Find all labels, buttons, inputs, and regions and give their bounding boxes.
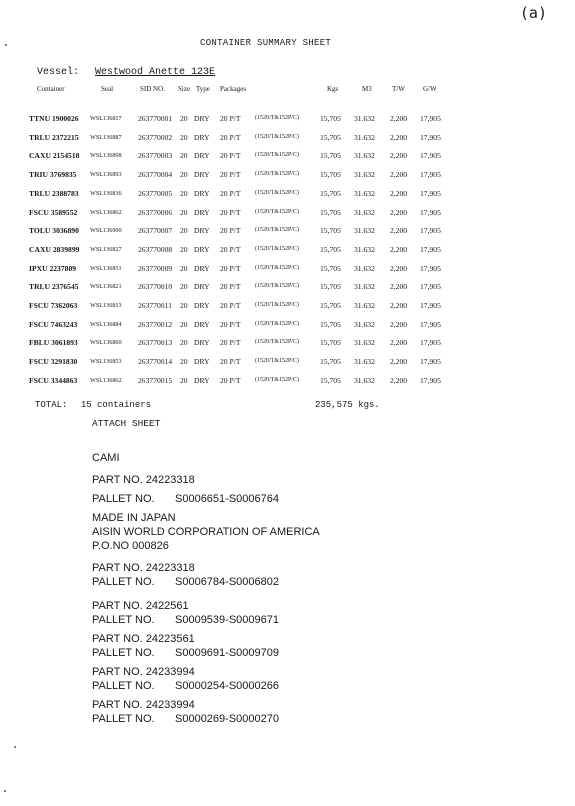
cell-pkg: 20 P/T (220, 375, 241, 385)
cell-container: TTNU 1900026 (29, 114, 79, 123)
cell-seal: WSL136821 (90, 283, 122, 291)
total-label: TOTAL: (35, 400, 68, 410)
cell-kgs: 15,705 (320, 170, 341, 180)
cell-desc: (1520/T&152P/C) (255, 115, 300, 121)
pallet-label: PALLET NO. (92, 647, 155, 659)
header-container: Container (37, 85, 65, 93)
cell-gw: 17,905 (420, 338, 441, 348)
cell-tw: 2,200 (390, 263, 408, 273)
cell-gw: 17,905 (420, 226, 441, 236)
cell-kgs: 15,705 (320, 132, 341, 142)
cell-gw: 17,905 (420, 263, 441, 273)
cell-desc: (1520/T&152P/C) (255, 133, 300, 140)
cell-kgs: 15,705 (320, 282, 341, 292)
cell-container: CAXU 2154518 (29, 151, 80, 161)
cell-container: TOLU 3036890 (29, 226, 79, 236)
cell-seal: WSL136827 (90, 245, 122, 253)
cell-size: 20 (180, 244, 188, 254)
cell-sid: 263770004 (138, 170, 173, 180)
cell-container: IPXU 2237809 (29, 263, 77, 273)
cell-desc: (1520/T&152P/C) (255, 320, 300, 327)
cell-seal: WSL136900 (90, 227, 122, 235)
pallet-line (92, 712, 279, 726)
cell-sid: 263770002 (138, 132, 173, 142)
cell-seal: WSL136893 (90, 171, 122, 179)
cell-sid: 263770001 (138, 114, 173, 123)
pallet-range: S0006651-S0006764 (175, 493, 279, 505)
cell-tw: 2,200 (390, 114, 408, 123)
cell-gw: 17,905 (420, 114, 441, 123)
cell-gw: 17,905 (420, 132, 441, 142)
part-number: 2422561 (145, 600, 189, 612)
part-line (92, 473, 320, 487)
cell-tw: 2,200 (390, 375, 408, 385)
pallet-line (92, 613, 279, 627)
cell-seal: WSL136887 (90, 133, 122, 141)
cell-m3: 31.632 (354, 375, 375, 385)
cell-pkg: 20 P/T (220, 207, 241, 217)
cell-kgs: 15,705 (320, 301, 341, 310)
part-label: PART NO. (92, 666, 143, 678)
cell-tw: 2,200 (390, 207, 408, 217)
part-number: 24233994 (145, 699, 195, 711)
cell-size: 20 (180, 263, 188, 273)
pallet-label: PALLET NO. (92, 576, 155, 588)
cell-size: 20 (180, 207, 188, 217)
cell-desc: (1520/T&152P/C) (255, 358, 300, 365)
cell-type: DRY (194, 338, 210, 348)
scan-speck (4, 790, 6, 792)
header-packages: Packages (220, 85, 247, 93)
cell-tw: 2,200 (390, 319, 408, 329)
cell-kgs: 15,705 (320, 338, 341, 348)
cell-type: DRY (194, 244, 210, 254)
cell-type: DRY (194, 151, 210, 161)
cell-container: FSCU 7362063 (29, 301, 78, 310)
header-tw: T/W (392, 85, 405, 93)
cell-pkg: 20 P/T (220, 151, 241, 161)
cell-m3: 31.632 (354, 357, 375, 367)
cell-seal: WSL136862 (90, 208, 122, 216)
cell-container: FSCU 3344863 (29, 375, 78, 385)
cell-size: 20 (180, 282, 188, 292)
cell-m3: 31.632 (354, 301, 375, 310)
cell-kgs: 15,705 (320, 244, 341, 254)
pallet-line (92, 646, 279, 660)
cell-seal: WSL136862 (90, 376, 122, 384)
cell-kgs: 15,705 (320, 375, 341, 385)
cell-desc: (1520/T&152P/C) (255, 283, 300, 290)
cell-size: 20 (180, 338, 188, 348)
cell-pkg: 20 P/T (220, 170, 241, 180)
part-block (92, 561, 279, 589)
cell-pkg: 20 P/T (220, 114, 241, 123)
cell-kgs: 15,705 (320, 226, 341, 236)
cell-tw: 2,200 (390, 132, 408, 142)
cell-container: TRIU 3769835 (29, 170, 77, 180)
part-number: 24223318 (145, 562, 195, 574)
part-label: PART NO. (92, 699, 143, 711)
total-line (35, 400, 380, 410)
part-label: PART NO. (92, 474, 143, 486)
cell-container: CAXU 2839899 (29, 244, 80, 254)
cell-gw: 17,905 (420, 282, 441, 292)
part-block (92, 698, 279, 726)
cell-pkg: 20 P/T (220, 319, 241, 329)
cell-sid: 263770012 (138, 319, 173, 329)
cell-gw: 17,905 (420, 151, 441, 161)
cell-pkg: 20 P/T (220, 263, 241, 273)
cell-m3: 31.632 (354, 244, 375, 254)
cell-gw: 17,905 (420, 375, 441, 385)
cell-kgs: 15,705 (320, 357, 341, 367)
cell-desc: (1520/T&152P/C) (255, 227, 300, 234)
cell-type: DRY (194, 357, 210, 367)
cell-gw: 17,905 (420, 357, 441, 367)
cell-pkg: 20 P/T (220, 226, 241, 236)
cell-seal: WSL136884 (90, 320, 122, 328)
header-size: Size (178, 85, 191, 93)
attach-sheet-heading: ATTACH SHEET (92, 418, 161, 429)
header-sid: SID NO. (140, 85, 165, 93)
cell-sid: 263770003 (138, 151, 173, 161)
cell-tw: 2,200 (390, 301, 408, 310)
cell-sid: 263770005 (138, 188, 173, 198)
cell-size: 20 (180, 114, 188, 123)
cell-container: FBLU 3061893 (29, 338, 78, 348)
cell-kgs: 15,705 (320, 319, 341, 329)
cell-kgs: 15,705 (320, 151, 341, 161)
cell-seal: WSL136860 (90, 339, 122, 347)
cell-container: FSCU 3291830 (29, 357, 78, 367)
cell-size: 20 (180, 151, 188, 161)
cell-seal: WSL136813 (90, 302, 122, 309)
part-block (92, 632, 279, 660)
cell-desc: (1520/T&152P/C) (255, 376, 300, 383)
scan-speck (5, 44, 7, 46)
cell-pkg: 20 P/T (220, 132, 241, 142)
cell-tw: 2,200 (390, 170, 408, 180)
cell-kgs: 15,705 (320, 188, 341, 198)
part-line (92, 561, 279, 575)
cell-tw: 2,200 (390, 282, 408, 292)
header-m3: M3 (362, 85, 372, 93)
cell-m3: 31.632 (354, 226, 375, 236)
pallet-range: S0009691-S0009709 (175, 647, 279, 659)
cell-sid: 263770006 (138, 207, 173, 217)
cell-type: DRY (194, 301, 210, 310)
pallet-range: S0009539-S0009671 (175, 614, 279, 626)
part-label: PART NO. (92, 600, 143, 612)
pallet-label: PALLET NO. (92, 713, 155, 725)
cell-desc: (1520/T&152P/C) (255, 189, 300, 196)
cell-m3: 31.632 (354, 151, 375, 161)
cell-m3: 31.632 (354, 338, 375, 348)
vessel-name: Westwood Anette 123E (95, 67, 216, 78)
cell-desc: (1520/T&152P/C) (255, 245, 300, 252)
cell-size: 20 (180, 375, 188, 385)
cell-desc: (1520/T&152P/C) (255, 302, 300, 308)
cell-m3: 31.632 (354, 170, 375, 180)
cell-kgs: 15,705 (320, 207, 341, 217)
cell-gw: 17,905 (420, 207, 441, 217)
cell-m3: 31.632 (354, 263, 375, 273)
cell-pkg: 20 P/T (220, 301, 241, 310)
cell-tw: 2,200 (390, 338, 408, 348)
cell-pkg: 20 P/T (220, 244, 241, 254)
origin-line: AISIN WORLD CORPORATION OF AMERICA (92, 526, 320, 538)
cell-size: 20 (180, 170, 188, 180)
cell-sid: 263770013 (138, 338, 173, 348)
cell-type: DRY (194, 114, 210, 123)
cell-container: FSCU 3589552 (29, 207, 78, 217)
cell-m3: 31.632 (354, 319, 375, 329)
cell-sid: 263770015 (138, 375, 173, 385)
part-line (92, 599, 279, 613)
cell-seal: WSL136898 (90, 152, 122, 160)
header-kgs: Kgs (327, 85, 339, 93)
cell-seal: WSL136851 (90, 264, 122, 272)
cell-m3: 31.632 (354, 282, 375, 292)
origin-line: P.O.NO 000826 (92, 540, 169, 552)
cell-kgs: 15,705 (320, 263, 341, 273)
cell-m3: 31.632 (354, 207, 375, 217)
scan-speck (14, 746, 16, 748)
part-line (92, 665, 279, 679)
vessel-label: Vessel: (37, 67, 80, 78)
part-line (92, 698, 279, 712)
pallet-label: PALLET NO. (92, 680, 155, 692)
header-seal: Seal (101, 85, 114, 93)
cell-desc: (1520/T&152P/C) (255, 152, 300, 159)
cell-desc: (1520/T&152P/C) (255, 171, 300, 178)
pallet-range: S0006784-S0006802 (175, 576, 279, 588)
cell-type: DRY (194, 263, 210, 273)
total-containers: 15 containers (80, 400, 152, 410)
cell-seal: WSL136853 (90, 358, 122, 366)
pallet-line (92, 575, 279, 589)
cell-gw: 17,905 (420, 244, 441, 254)
cell-type: DRY (194, 226, 210, 236)
cell-m3: 31.632 (354, 188, 375, 198)
cell-gw: 17,905 (420, 188, 441, 198)
cell-sid: 263770014 (138, 357, 173, 367)
cell-pkg: 20 P/T (220, 188, 241, 198)
cell-pkg: 20 P/T (220, 357, 241, 367)
part-label: PART NO. (92, 633, 143, 645)
cell-type: DRY (194, 188, 210, 198)
cell-sid: 263770011 (138, 301, 172, 310)
total-kgs: 235,575 kgs. (315, 400, 380, 410)
cell-type: DRY (194, 170, 210, 180)
cell-type: DRY (194, 207, 210, 217)
part-number: 24233994 (145, 666, 195, 678)
pallet-line (92, 492, 320, 506)
cell-size: 20 (180, 357, 188, 367)
part-block (92, 599, 279, 627)
vessel-line (37, 67, 215, 78)
cell-m3: 31.632 (354, 114, 375, 123)
cell-tw: 2,200 (390, 188, 408, 198)
pallet-line (92, 679, 279, 693)
cell-container: TRLU 2376545 (29, 282, 79, 292)
cell-sid: 263770008 (138, 244, 173, 254)
cell-size: 20 (180, 301, 188, 310)
cell-container: TRLU 2372215 (29, 132, 79, 142)
pallet-label: PALLET NO. (92, 493, 155, 505)
cell-gw: 17,905 (420, 170, 441, 180)
part-number: 24223561 (145, 633, 195, 645)
cell-seal: WSL136817 (90, 115, 122, 122)
cell-size: 20 (180, 188, 188, 198)
page-title: CONTAINER SUMMARY SHEET (200, 38, 332, 48)
cell-tw: 2,200 (390, 226, 408, 236)
cell-type: DRY (194, 132, 210, 142)
cell-size: 20 (180, 319, 188, 329)
cell-sid: 263770007 (138, 226, 173, 236)
origin-line: MADE IN JAPAN (92, 512, 176, 524)
cell-tw: 2,200 (390, 357, 408, 367)
cell-size: 20 (180, 132, 188, 142)
part-line (92, 632, 279, 646)
cell-tw: 2,200 (390, 244, 408, 254)
cami-label: CAMI (92, 452, 120, 464)
cell-seal: WSL136836 (90, 189, 122, 197)
cell-tw: 2,200 (390, 151, 408, 161)
corner-mark: (a) (519, 4, 547, 22)
cell-pkg: 20 P/T (220, 338, 241, 348)
cell-container: TRLU 2388783 (29, 188, 79, 198)
pallet-range: S0000269-S0000270 (175, 713, 279, 725)
pallet-range: S0000254-S0000266 (175, 680, 279, 692)
cell-gw: 17,905 (420, 301, 441, 310)
cell-m3: 31.632 (354, 132, 375, 142)
pallet-label: PALLET NO. (92, 614, 155, 626)
cell-desc: (1520/T&152P/C) (255, 264, 300, 271)
part-block (92, 665, 279, 693)
cell-desc: (1520/T&152P/C) (255, 208, 300, 215)
cell-sid: 263770009 (138, 263, 173, 273)
cell-gw: 17,905 (420, 319, 441, 329)
cell-type: DRY (194, 375, 210, 385)
part-block (92, 473, 320, 553)
cell-sid: 263770010 (138, 282, 173, 292)
header-gw: G/W (423, 85, 437, 93)
part-label: PART NO. (92, 562, 143, 574)
cell-size: 20 (180, 226, 188, 236)
cell-type: DRY (194, 319, 210, 329)
header-type: Type (196, 85, 210, 93)
cell-kgs: 15,705 (320, 114, 341, 123)
cell-container: FSCU 7463243 (29, 319, 78, 329)
cell-desc: (1520/T&152P/C) (255, 339, 300, 346)
cell-type: DRY (194, 282, 210, 292)
part-number: 24223318 (145, 474, 195, 486)
cell-pkg: 20 P/T (220, 282, 241, 292)
